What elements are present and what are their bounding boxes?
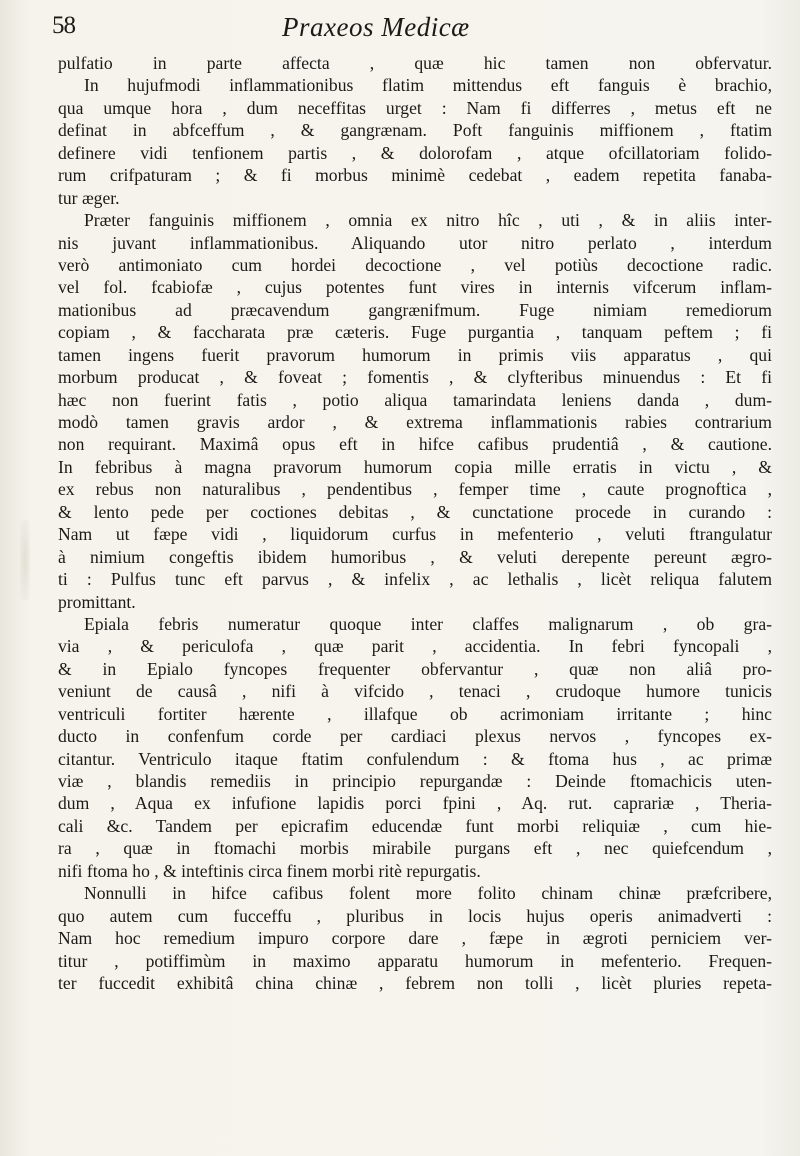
text-line: definat in abfceffum , & gangrænam. Poft fanguinis miffionem , ftatim [58,120,772,141]
text-line: viæ , blandis remediis in principio repurgandæ : Deinde ftomachicis uten- [58,771,772,791]
paper-stain [20,520,30,600]
text-line: Nam ut fæpe vidi , liquidorum curfus in mefenterio , veluti ftrangulatur [58,524,772,545]
text-line: definere vidi tenfionem partis , & dolorofam , atque ofcillatoriam folido- [58,142,772,163]
text-line: & in Epialo fyncopes frequenter obfervantur , quæ non aliâ pro- [58,658,772,679]
text-line: pulfatio in parte affecta , quæ hic tamen non obfervatur. [58,53,772,73]
text-line: tamen ingens fuerit pravorum humorum in primis viis apparatus , qui [58,344,772,365]
text-line: quo autem cum fucceffu , pluribus in locis hujus operis animadverti : [58,905,772,926]
text-line: ducto in confenfum corde per cardiaci plexus nervos , fyncopes ex- [58,726,772,747]
text-line: hæc non fuerint fatis , potio aliqua tamarindata leniens danda , dum- [58,389,772,410]
text-line: copiam , & faccharata præ cæteris. Fuge purgantia , tanquam peftem ; fi [58,322,772,343]
text-line: ra , quæ in ftomachi morbis mirabile purgans eft , nec quiefcendum , [58,838,772,859]
text-line: Epiala febris numeratur quoque inter claffes malignarum , ob gra- [84,613,772,634]
text-line: mationibus ad præcavendum gangrænifmum. Fuge nimiam remediorum [58,299,772,320]
text-line: Nam hoc remedium impuro corpore dare , fæpe in ægroti perniciem ver- [58,928,772,949]
text-line: dum , Aqua ex infufione lapidis porci fpini , Aq. rut. caprariæ , Theria- [58,793,772,814]
text-line: ex rebus non naturalibus , pendentibus , femper time , caute prognoftica , [58,479,772,500]
text-line: rum crifpaturam ; & fi morbus minimè cedebat , eadem repetita fanaba- [58,165,772,186]
running-title: Praxeos Medicæ [282,12,470,42]
text-line: cali &c. Tandem per epicrafim educendæ funt morbi reliquiæ , cum hie- [58,815,772,836]
text-line: ventriculi fortiter hærente , illafque ob acrimoniam irritante ; hinc [58,703,772,724]
text-line: In hujufmodi inflammationibus flatim mittendus eft fanguis è brachio, [84,75,772,96]
text-line: nifi ftoma ho , & inteftinis circa finem morbi ritè repurgatis. [58,860,481,881]
text-line: ter fuccedit exhibitâ china chinæ , febrem non tolli , licèt pluries repeta- [58,972,772,993]
text-line: Præter fanguinis miffionem , omnia ex nitro hîc , uti , & in aliis inter- [84,210,772,231]
text-line: via , & periculofa , quæ parit , accidentia. In febri fyncopali , [58,636,772,657]
text-line: vel fol. fcabiofæ , cujus potentes funt vires in internis vifcerum inflam- [58,277,772,298]
page-header [52,10,772,46]
text-line: qua umque hora , dum neceffitas urget : Nam fi differres , metus eft ne [58,97,772,118]
text-line: promittant. [58,591,136,612]
text-line: morbum producat , & foveat ; fomentis , & clyfteribus minuendus : Et fi [58,367,772,388]
text-line: titur , potiffimùm in maximo apparatu humorum in mefenterio. Frequen- [58,950,772,971]
text-line: modò tamen gravis ardor , & extrema inflammationis rabies contrarium [58,412,772,432]
text-line: non requirant. Maximâ opus eft in hifce cafibus prudentiâ , & cautione. [58,434,772,455]
page-number: 58 [52,12,75,39]
text-line: ti : Pulfus tunc eft parvus , & infelix , ac lethalis , licèt reliqua falutem [58,569,772,590]
text-line: & lento pede per coctiones debitas , & cunctatione procede in curando : [58,501,772,522]
text-line: verò antimoniato cum hordei decoctione , vel potiùs decoctione radic. [58,254,772,275]
text-line: veniunt de causâ , nifi à vifcido , tenaci , crudoque humore tunicis [58,681,772,702]
text-line: In febribus à magna pravorum humorum copia mille erratis in victu , & [58,456,772,477]
text-line: Nonnulli in hifce cafibus folent more folito chinam chinæ præfcribere, [84,883,772,904]
text-line: tur æger. [58,187,120,208]
body-text [58,52,772,994]
text-line: citantur. Ventriculo itaque ftatim confulendum : & ftoma hus , ac primæ [58,748,772,769]
text-line: à nimium congeftis ibidem humoribus , & veluti derepente pereunt ægro- [58,546,772,567]
text-line: nis juvant inflammationibus. Aliquando utor nitro perlato , interdum [58,232,772,253]
